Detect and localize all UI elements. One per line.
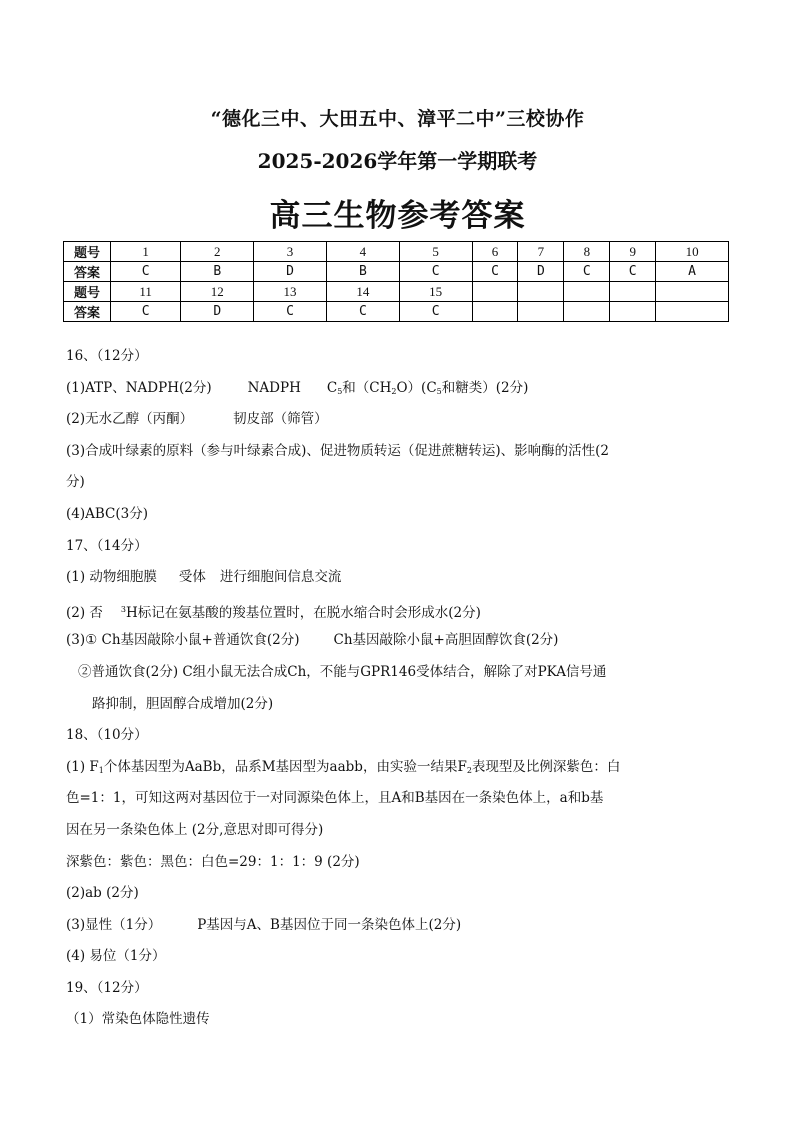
q18-part1-line2: 色=1：1，可知这两对基因位于一对同源染色体上，且A和B基因在一条染色体上，a和b基 [66, 790, 604, 807]
answer-cell: C [254, 302, 327, 322]
q18-p3-b: P基因与A、B基因位于同一条染色体上(2分) [197, 916, 462, 933]
q17-p1-b: 受体 [178, 569, 206, 586]
answer-cell: B [181, 262, 254, 282]
question-number: 6 [472, 242, 518, 262]
q17-p1-c: 进行细胞间信息交流 [219, 569, 342, 586]
q17-p2-sup: 3 [120, 604, 127, 614]
question-number: 1 [111, 242, 181, 262]
table-row [64, 302, 729, 322]
q16-heading: 16、（12分） [66, 348, 148, 364]
answer-table [63, 241, 729, 322]
table-row [64, 282, 729, 302]
answer-cell: C [610, 262, 656, 282]
q16-part3-line2: 分) [66, 474, 85, 491]
q16-p1-c2: 和（CH [342, 379, 392, 396]
answer-cell: C [111, 302, 181, 322]
question-number: 14 [326, 282, 399, 302]
q16-p1-sub3: 5 [436, 386, 442, 396]
q16-part2 [66, 404, 731, 436]
answer-cell: C [399, 302, 472, 322]
answer-cell: D [518, 262, 564, 282]
q16-p1-a: (1)ATP、NADPH(2分) [66, 379, 212, 396]
q16-p1-c4: 和糖类）(2分) [441, 379, 529, 396]
row-label-question: 题号 [64, 242, 111, 262]
question-number: 2 [181, 242, 254, 262]
table-row [64, 242, 729, 262]
answer-cell [610, 302, 656, 322]
q17-p2-a: (2) 否 [66, 604, 103, 621]
answer-content [66, 341, 731, 1036]
q18-p1-b: 个体基因型为AaBb，品系M基因型为aabb，由实验一结果F [103, 758, 467, 775]
question-number: 8 [564, 242, 610, 262]
q19-part1: （1）常染色体隐性遗传 [66, 1011, 210, 1028]
page-title: 高三生物参考答案 [269, 198, 526, 234]
q18-part1-line4: 深紫色：紫色：黑色：白色=29：1：1：9 (2分) [66, 853, 360, 870]
q17-part3-line2: ②普通饮食(2分) C组小鼠无法合成Ch，不能与GPR146受体结合，解除了对PKA信号通 [78, 663, 607, 680]
q16-p1-sub2: 2 [391, 386, 397, 396]
question-number: 13 [254, 282, 327, 302]
q18-p1-sub2: 2 [466, 765, 472, 775]
question-number [610, 282, 656, 302]
q16-p2-b: 韧皮部（筛管） [233, 411, 328, 428]
q17-p1-a: (1) 动物细胞膜 [66, 569, 157, 586]
answer-cell: C [472, 262, 518, 282]
q19-heading: 19、（12分） [66, 979, 148, 996]
answer-cell: D [181, 302, 254, 322]
row-label-answer: 答案 [64, 262, 111, 282]
q17-part3-line1 [66, 625, 731, 657]
answer-cell: A [656, 262, 729, 282]
question-number: 9 [610, 242, 656, 262]
question-number: 5 [399, 242, 472, 262]
exam-term-header: 2025-2026学年第一学期联考 [257, 149, 538, 173]
q17-p2-b: H标记在氨基酸的羧基位置时，在脱水缩合时会形成水(2分) [126, 604, 481, 621]
q18-part2: (2)ab (2分) [66, 885, 139, 902]
q16-part4: (4)ABC(3分) [66, 505, 148, 522]
question-number: 11 [111, 282, 181, 302]
q16-part1 [66, 373, 731, 405]
q18-p1-c: 表现型及比例深紫色：白 [471, 758, 621, 775]
q16-p1-c3: O）(C [396, 379, 437, 396]
question-number: 12 [181, 282, 254, 302]
answer-cell [472, 302, 518, 322]
answer-cell [564, 302, 610, 322]
question-number: 3 [254, 242, 327, 262]
q17-p3-b: Ch基因敲除小鼠+高胆固醇饮食(2分) [333, 632, 559, 649]
q16-p1-b: NADPH [247, 379, 301, 396]
answer-cell: C [111, 262, 181, 282]
q17-p3-a: (3)① Ch基因敲除小鼠+普通饮食(2分) [66, 632, 300, 649]
q18-part1-line3: 因在另一条染色体上 (2分,意思对即可得分) [66, 821, 324, 838]
q18-part4: (4) 易位（1分） [66, 948, 166, 965]
q18-p1-a: (1) F [66, 758, 99, 775]
question-number [564, 282, 610, 302]
question-number: 10 [656, 242, 729, 262]
q17-part3-line3: 路抑制，胆固醇合成增加(2分) [92, 695, 274, 712]
q17-part1 [66, 562, 731, 594]
answer-cell: C [326, 302, 399, 322]
table-row [64, 262, 729, 282]
q18-p1-sub1: 1 [98, 765, 104, 775]
q18-p3-a: (3)显性（1分） [66, 916, 162, 933]
q16-p1-c1: C [326, 379, 338, 396]
answer-cell: C [399, 262, 472, 282]
q18-part1-line1 [66, 752, 731, 784]
q18-part3 [66, 910, 731, 942]
question-number: 4 [326, 242, 399, 262]
q17-heading: 17、（14分） [66, 537, 148, 554]
answer-cell: D [254, 262, 327, 282]
row-label-answer: 答案 [64, 302, 111, 322]
question-number [518, 282, 564, 302]
q16-part3-line1: (3)合成叶绿素的原料（参与叶绿素合成)、促进物质转运（促进蔗糖转运)、影响酶的活性(2 [66, 442, 610, 459]
q18-heading: 18、（10分） [66, 727, 148, 744]
school-collaboration-header: “德化三中、大田五中、漳平二中”三校协作 [210, 108, 585, 130]
question-number: 7 [518, 242, 564, 262]
answer-cell [518, 302, 564, 322]
answer-cell [656, 302, 729, 322]
row-label-question: 题号 [64, 282, 111, 302]
answer-cell: B [326, 262, 399, 282]
question-number [472, 282, 518, 302]
q17-part2 [66, 594, 731, 626]
q16-p2-a: (2)无水乙醇（丙酮） [66, 411, 194, 428]
answer-cell: C [564, 262, 610, 282]
question-number [656, 282, 729, 302]
q16-p1-sub1: 5 [337, 386, 343, 396]
question-number: 15 [399, 282, 472, 302]
